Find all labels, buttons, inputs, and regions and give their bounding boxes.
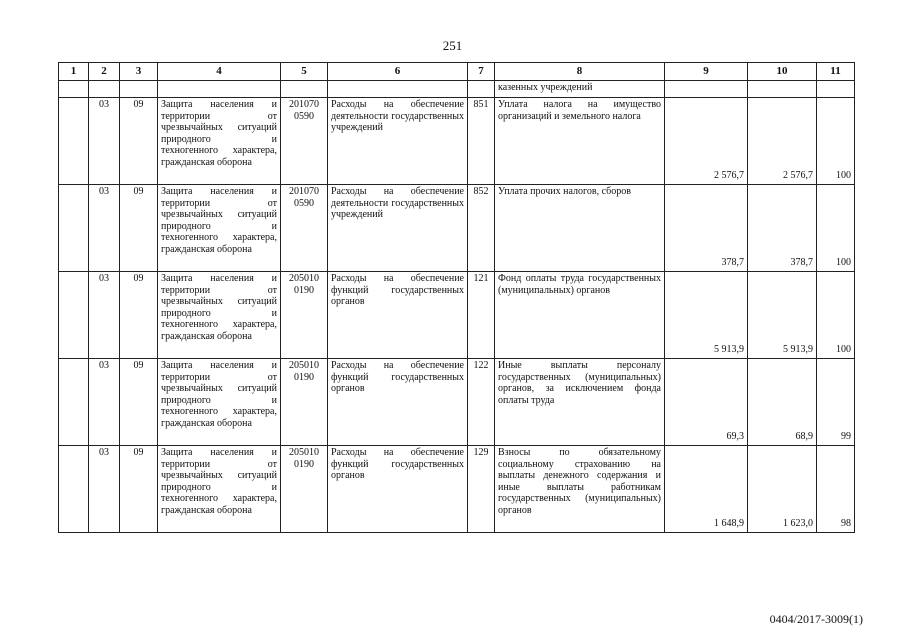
section-code: 03: [89, 272, 120, 359]
execution-percent: 99: [817, 359, 855, 446]
execution-percent: 98: [817, 446, 855, 533]
planned-amount: 378,7: [665, 185, 748, 272]
subsection-code: 09: [120, 359, 158, 446]
target-article: 201070 0590: [281, 185, 328, 272]
actual-amount: 5 913,9: [748, 272, 817, 359]
section-code: 03: [89, 446, 120, 533]
article-name: Расходы на обеспечение функций государственных органов: [328, 272, 468, 359]
section-code: 03: [89, 359, 120, 446]
section-name: Защита населения и территории от чрезвычайных ситуаций природного и техногенного характера, гражданская оборона: [158, 98, 281, 185]
header-col-1: 1: [59, 63, 89, 81]
execution-percent: 100: [817, 98, 855, 185]
expense-type-name: Уплата налога на имущество организаций и земельного налога: [495, 98, 665, 185]
header-col-11: 11: [817, 63, 855, 81]
header-col-5: 5: [281, 63, 328, 81]
planned-amount: 69,3: [665, 359, 748, 446]
header-col-9: 9: [665, 63, 748, 81]
table-row: [59, 446, 855, 533]
expense-type-name: Иные выплаты персоналу государственных (муниципальных) органов, за исключением фонда оплаты труда: [495, 359, 665, 446]
budget-table: [58, 62, 855, 533]
article-name: Расходы на обеспечение функций государственных органов: [328, 359, 468, 446]
section-code: 03: [89, 185, 120, 272]
header-col-7: 7: [468, 63, 495, 81]
actual-amount: 68,9: [748, 359, 817, 446]
continuation-text: казенных учреждений: [495, 81, 665, 98]
subsection-code: 09: [120, 272, 158, 359]
target-article: 205010 0190: [281, 272, 328, 359]
expense-type-code: 852: [468, 185, 495, 272]
expense-type-code: 121: [468, 272, 495, 359]
table-row: [59, 98, 855, 185]
section-name: Защита населения и территории от чрезвычайных ситуаций природного и техногенного характера, гражданская оборона: [158, 446, 281, 533]
actual-amount: 1 623,0: [748, 446, 817, 533]
expense-type-code: 129: [468, 446, 495, 533]
article-name: Расходы на обеспечение функций государственных органов: [328, 446, 468, 533]
section-name: Защита населения и территории от чрезвычайных ситуаций природного и техногенного характера, гражданская оборона: [158, 185, 281, 272]
table-row: [59, 272, 855, 359]
subsection-code: 09: [120, 185, 158, 272]
header-col-6: 6: [328, 63, 468, 81]
article-name: Расходы на обеспечение деятельности государственных учреждений: [328, 98, 468, 185]
continuation-row: [59, 81, 855, 98]
header-col-3: 3: [120, 63, 158, 81]
target-article: 201070 0590: [281, 98, 328, 185]
planned-amount: 1 648,9: [665, 446, 748, 533]
header-row: [59, 63, 855, 81]
document-code: 0404/2017-3009(1): [769, 612, 863, 626]
actual-amount: 2 576,7: [748, 98, 817, 185]
section-code: 03: [89, 98, 120, 185]
expense-type-code: 851: [468, 98, 495, 185]
header-col-8: 8: [495, 63, 665, 81]
planned-amount: 5 913,9: [665, 272, 748, 359]
header-col-2: 2: [89, 63, 120, 81]
table-row: [59, 359, 855, 446]
header-col-10: 10: [748, 63, 817, 81]
expense-type-name: Уплата прочих налогов, сборов: [495, 185, 665, 272]
article-name: Расходы на обеспечение деятельности государственных учреждений: [328, 185, 468, 272]
section-name: Защита населения и территории от чрезвычайных ситуаций природного и техногенного характера, гражданская оборона: [158, 272, 281, 359]
table-row: [59, 185, 855, 272]
header-col-4: 4: [158, 63, 281, 81]
target-article: 205010 0190: [281, 359, 328, 446]
planned-amount: 2 576,7: [665, 98, 748, 185]
expense-type-name: Фонд оплаты труда государственных (муниципальных) органов: [495, 272, 665, 359]
section-name: Защита населения и территории от чрезвычайных ситуаций природного и техногенного характера, гражданская оборона: [158, 359, 281, 446]
expense-type-code: 122: [468, 359, 495, 446]
execution-percent: 100: [817, 272, 855, 359]
expense-type-name: Взносы по обязательному социальному страхованию на выплаты денежного содержания и иные выплаты работникам государственных (муниципальных) органов: [495, 446, 665, 533]
execution-percent: 100: [817, 185, 855, 272]
subsection-code: 09: [120, 98, 158, 185]
target-article: 205010 0190: [281, 446, 328, 533]
subsection-code: 09: [120, 446, 158, 533]
page-number: 251: [442, 38, 463, 53]
actual-amount: 378,7: [748, 185, 817, 272]
